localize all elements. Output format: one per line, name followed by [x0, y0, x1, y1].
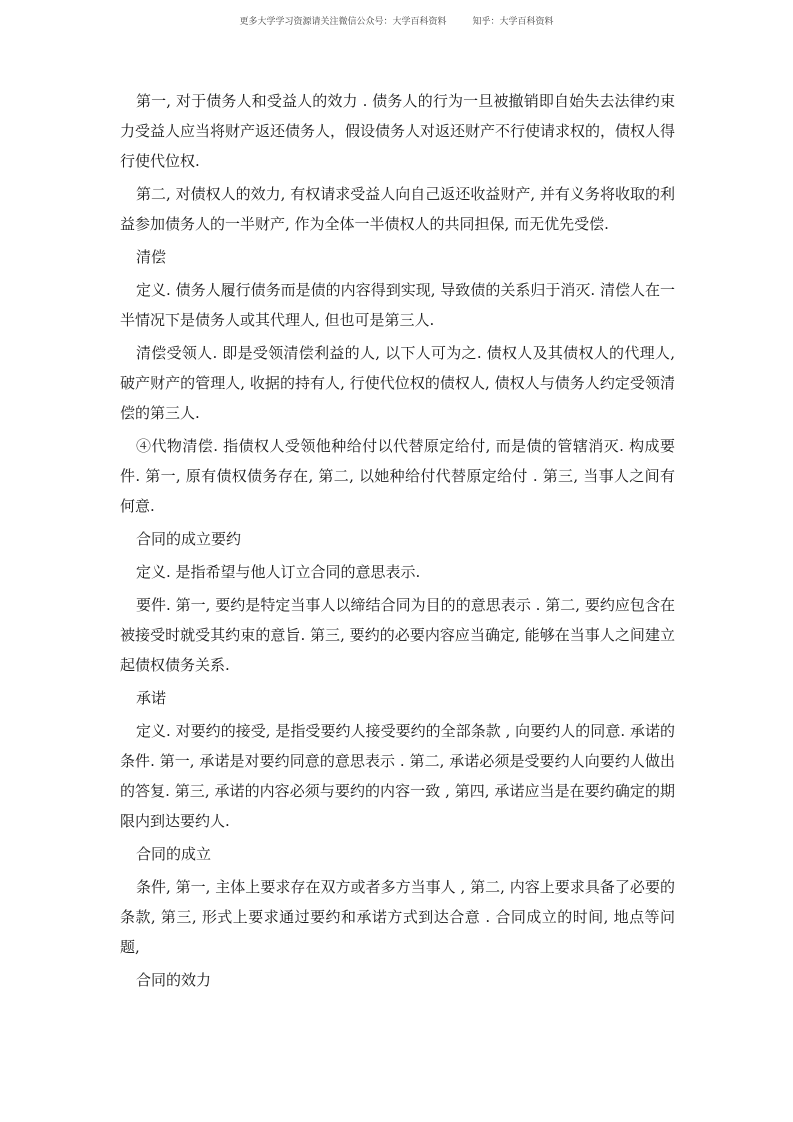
heading-acceptance: 承诺	[136, 689, 167, 707]
paragraph-substitute-performance: ④代物清偿. 指债权人受领他种给付以代替原定给付, 而是债的管辖消灭. 构成要件. 第一, 原有债权债务存在, 第二, 以她种给付代替原定给付 . 第三, 当事人之间有何意.	[120, 437, 675, 515]
page-header	[0, 14, 793, 27]
paragraph-acceptance-definition: 定义. 对要约的接受, 是指受要约人接受要约的全部条款 , 向要约人的同意. 承诺的条件. 第一, 承诺是对要约同意的意思表示 . 第二, 承诺必须是受要约人向要约人做出的答复. 第三, 承诺的内容必须与要约的内容一致 , 第四, 承诺应当是在要约确定的期限内到达要约人.	[120, 722, 675, 830]
paragraph-debtor-beneficiary-effect: 第一, 对于债务人和受益人的效力 . 债务人的行为一旦被撤销即自始失去法律约束力受益人应当将财产返还债务人，假设债务人对返还财产不行使请求权的，债权人得行使代位权.	[120, 92, 676, 170]
paragraph-payment-definition: 定义. 债务人履行债务而是债的内容得到实现, 导致债的关系归于消灭. 清偿人在一半情况下是债务人或其代理人, 但也可是第三人.	[120, 281, 675, 329]
heading-payment: 清偿	[136, 248, 167, 266]
paragraph-creditor-effect: 第二, 对债权人的效力, 有权请求受益人向自己返还收益财产, 并有义务将收取的利益参加债务人的一半财产, 作为全体一半债权人的共同担保, 而无优先受偿.	[120, 185, 675, 233]
paragraph-offer-definition: 定义. 是指希望与他人订立合同的意思表示.	[136, 563, 421, 581]
paragraph-formation-conditions: 条件, 第一, 主体上要求存在双方或者多方当事人 , 第二, 内容上要求具备了必要的条款, 第三, 形式上要求通过要约和承诺方式到达合意 . 合同成立的时间, 地点等问题,	[120, 878, 675, 956]
heading-contract-offer: 合同的成立要约	[136, 530, 242, 548]
heading-contract-validity: 合同的效力	[136, 971, 212, 989]
paragraph-offer-requirements: 要件. 第一, 要约是特定当事人以缔结合同为目的的意思表示 . 第二, 要约应包含在被接受时就受其约束的意旨. 第三, 要约的必要内容应当确定, 能够在当事人之间建立起债权债务关系.	[120, 596, 675, 674]
heading-contract-formation: 合同的成立	[136, 845, 212, 863]
document-body	[120, 86, 675, 998]
paragraph-payment-recipient: 清偿受领人. 即是受领清偿利益的人, 以下人可为之. 债权人及其债权人的代理人, 破产财产的管理人, 收据的持有人, 行使代位权的债权人, 债权人与债务人约定受领清偿的第三人.	[120, 344, 675, 422]
header-wechat-note: 更多大学学习资源请关注微信公众号：大学百科资料	[239, 17, 447, 27]
header-zhihu-note: 知乎：大学百科资料	[472, 17, 554, 27]
